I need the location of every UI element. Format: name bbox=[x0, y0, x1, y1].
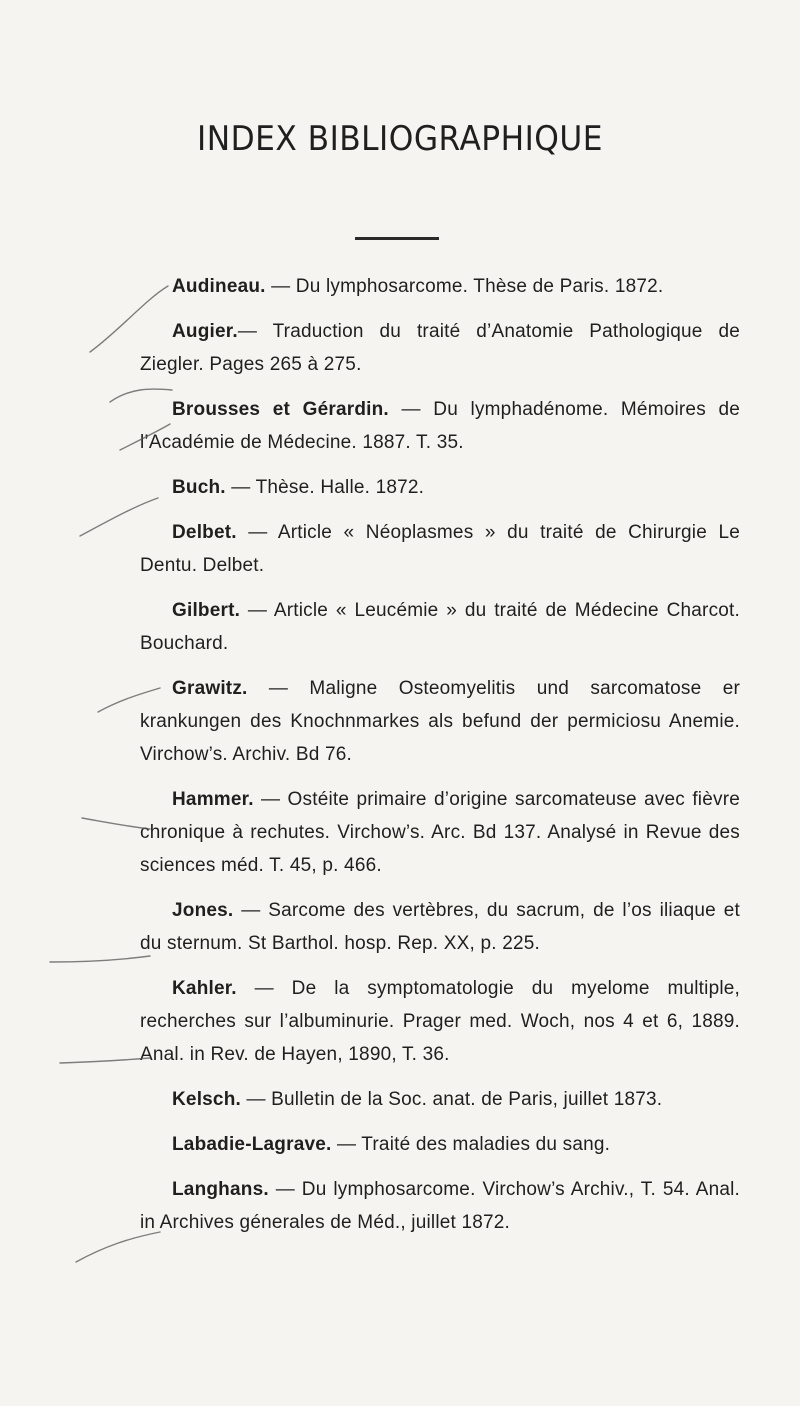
entry-text: — Du lymphadénome. Mémoires de l’Académie de Médecine. 1887. T. 35. bbox=[140, 399, 741, 453]
bibliography-entry bbox=[140, 1173, 740, 1239]
entry-text: — Article « Leucémie » du traité de Médecine Charcot. Bouchard. bbox=[140, 600, 740, 654]
entry-text: — Traduction du traité d’Anatomie Pathologique de Ziegler. Pages 265 à 275. bbox=[140, 321, 740, 375]
entry-text: — Bulletin de la Soc. anat. de Paris, juillet 1873. bbox=[241, 1089, 663, 1110]
pencil-mark bbox=[50, 956, 150, 962]
entry-author: Grawitz. bbox=[172, 678, 248, 699]
bibliography-entry bbox=[140, 471, 740, 504]
entry-text: — Thèse. Halle. 1872. bbox=[225, 477, 425, 498]
bibliography-entry bbox=[140, 315, 740, 381]
bibliography-entry bbox=[140, 516, 740, 582]
entry-text: — Article « Néoplasmes » du traité de Chirurgie Le Dentu. Delbet. bbox=[140, 522, 740, 576]
entry-text: — Du lymphosarcome. Virchow’s Archiv., T. 54. Anal. in Archives génerales de Méd., juillet 1872. bbox=[140, 1179, 740, 1233]
entry-author: Kahler. bbox=[172, 978, 237, 999]
entry-text: — Traité des maladies du sang. bbox=[331, 1134, 611, 1155]
bibliography-entry bbox=[140, 393, 740, 459]
entry-author: Brousses et Gérardin. bbox=[172, 399, 389, 420]
pencil-mark bbox=[60, 1058, 150, 1063]
entry-text: — De la symptomatologie du myelome multiple, recherches sur l’albuminurie. Prager med. Woch, nos 4 et 6, 1889. Anal. in Rev. de Hayen, 1890, T. 36. bbox=[140, 978, 740, 1065]
entry-author: Augier. bbox=[172, 321, 238, 342]
entry-text: — Sarcome des vertèbres, du sacrum, de l’os iliaque et du sternum. St Barthol. hosp. Rep. XX, p. 225. bbox=[140, 900, 740, 954]
entry-text: — Maligne Osteomyelitis und sarcomatose er krankungen des Knochnmarkes als befund der permiciosu Anemie. Virchow’s. Archiv. Bd 76. bbox=[140, 678, 740, 765]
entry-author: Buch. bbox=[172, 477, 226, 498]
entry-author: Delbet. bbox=[172, 522, 237, 543]
bibliography-entry bbox=[140, 1083, 740, 1116]
entry-author: Audineau. bbox=[172, 276, 266, 297]
bibliography-entry bbox=[140, 672, 740, 771]
entry-text: — Ostéite primaire d’origine sarcomateuse avec fièvre chronique à rechutes. Virchow’s. Arc. Bd 137. Analysé in Revue des sciences méd. T. 45, p. 466. bbox=[140, 789, 740, 876]
bibliography-list bbox=[140, 270, 740, 1251]
entry-author: Gilbert. bbox=[172, 600, 241, 621]
entry-text: — Du lymphosarcome. Thèse de Paris. 1872. bbox=[265, 276, 664, 297]
entry-author: Hammer. bbox=[172, 789, 254, 810]
entry-author: Kelsch. bbox=[172, 1089, 241, 1110]
bibliography-entry bbox=[140, 270, 740, 303]
entry-author: Langhans. bbox=[172, 1179, 269, 1200]
page-title: INDEX BIBLIOGRAPHIQUE bbox=[197, 118, 603, 159]
entry-author: Jones. bbox=[172, 900, 234, 921]
bibliography-entry bbox=[140, 594, 740, 660]
title-divider bbox=[355, 237, 439, 240]
bibliography-entry bbox=[140, 783, 740, 882]
bibliography-entry bbox=[140, 972, 740, 1071]
entry-author: Labadie-Lagrave. bbox=[172, 1134, 332, 1155]
bibliography-entry bbox=[140, 1128, 740, 1161]
bibliography-entry bbox=[140, 894, 740, 960]
